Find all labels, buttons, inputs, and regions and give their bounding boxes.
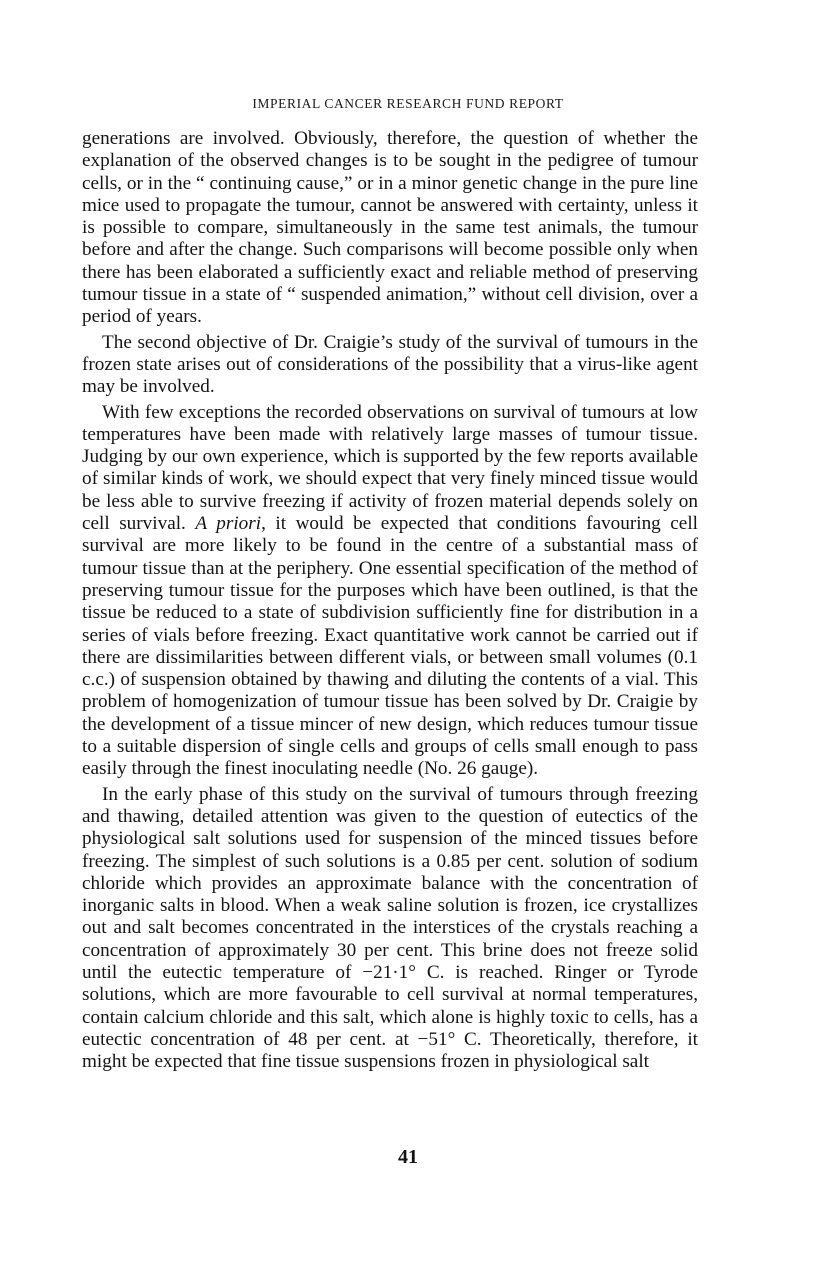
paragraph-3-italic-phrase: A priori	[195, 513, 262, 535]
paragraph-2: The second objective of Dr. Craigie’s study of the survival of tumours in the frozen state arises out of considerations of the possibility that a virus-like agent may be involved.	[82, 331, 698, 398]
paragraph-3	[82, 402, 698, 781]
body-text	[82, 128, 698, 1073]
paragraph-3-text-before: With few exceptions the recorded observations on survival of tumours at low temperatures have been made with relatively large masses of tumour tissue. Judging by our own experience, which is supported by the few reports available of similar kinds of work, we should expect that very finely minced tissue would be less able to survive freezing if activity of frozen material depends solely on cell survival.	[82, 401, 698, 535]
paragraph-4: In the early phase of this study on the survival of tumours through freezing and thawing, detailed attention was given to the question of eutectics of the physiological salt solutions used for suspension of the minced tissues before freezing. The simplest of such solutions is a 0.85 per cent. solution of sodium chloride which provides an approximate balance with the concentration of inorganic salts in blood. When a weak saline solution is frozen, ice crystallizes out and salt becomes concentrated in the interstices of the crystals reaching a concentration of approximately 30 per cent. This brine does not freeze solid until the eutectic temperature of −21·1° C. is reached. Ringer or Tyrode solutions, which are more favourable to cell survival at normal temperatures, contain calcium chloride and this salt, which alone is highly toxic to cells, has a eutectic concentration of 48 per cent. at −51° C. Theoretically, therefore, it might be expected that fine tissue suspensions frozen in physiological salt	[82, 783, 698, 1073]
paragraph-3-text-after: , it would be expected that conditions favouring cell survival are more likely to be found in the centre of a substantial mass of tumour tissue than at the periphery. One essential specification of the method of preserving tumour tissue for the purposes which have been outlined, is that the tissue be reduced to a state of subdivision sufficiently fine for distribution in a series of vials before freezing. Exact quantitative work cannot be carried out if there are dissimilarities between different vials, or between small volumes (0.1 c.c.) of suspension obtained by thawing and diluting the contents of a vial. This problem of homogenization of tumour tissue has been solved by Dr. Craigie by the development of a tissue mincer of new design, which reduces tumour tissue to a suitable dispersion of single cells and groups of cells small enough to pass easily through the finest inoculating needle (No. 26 gauge).	[82, 513, 698, 780]
page-number: 41	[398, 1146, 418, 1168]
running-head: IMPERIAL CANCER RESEARCH FUND REPORT	[252, 96, 564, 111]
paragraph-1: generations are involved. Obviously, therefore, the question of whether the explanation of the observed changes is to be sought in the pedigree of tumour cells, or in the “ continuing cause,” or in a minor genetic change in the pure line mice used to propagate the tumour, cannot be answered with certainty, unless it is possible to compare, simultaneously in the same test animals, the tumour before and after the change. Such comparisons will become possible only when there has been elaborated a sufficiently exact and reliable method of preserving tumour tissue in a state of “ suspended animation,” without cell division, over a period of years.	[82, 128, 698, 328]
